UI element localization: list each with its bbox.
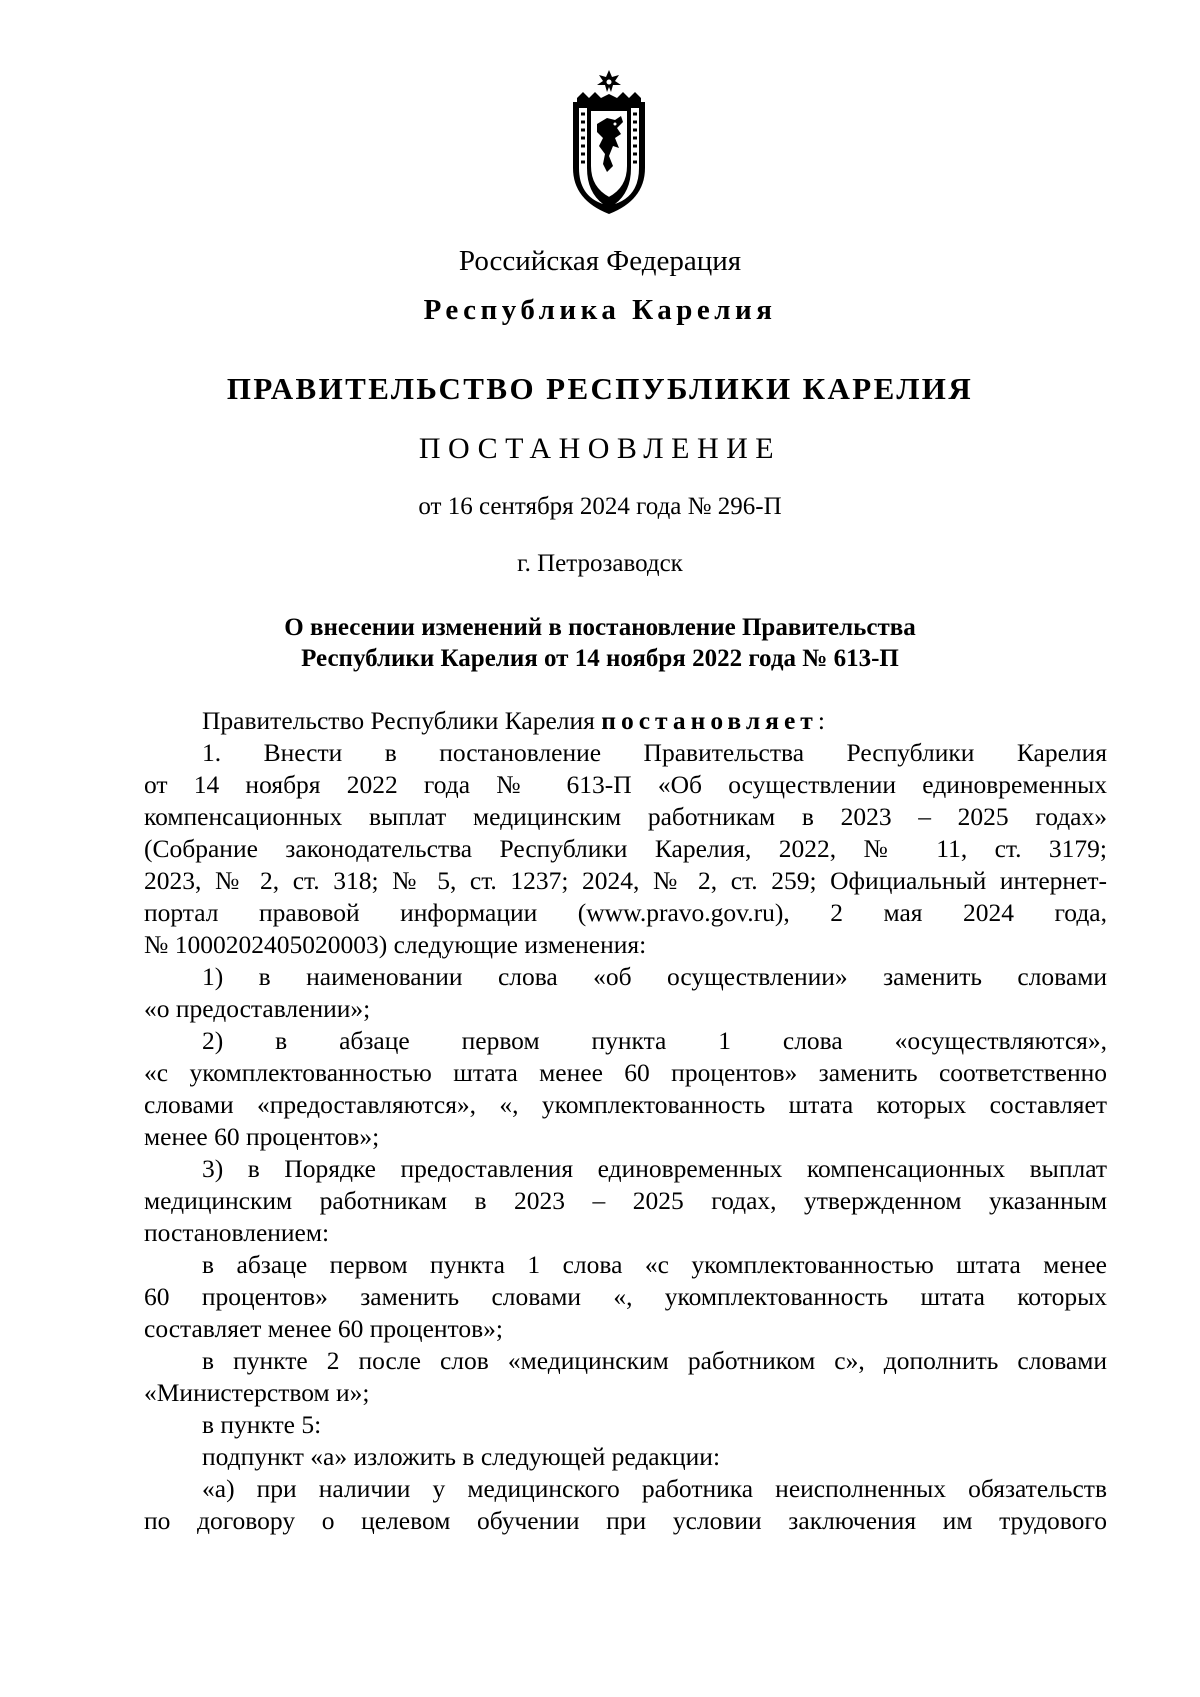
document-type: ПОСТАНОВЛЕНИЕ bbox=[418, 432, 782, 465]
document-date-number: от 16 сентября 2024 года № 296-П bbox=[418, 493, 782, 520]
body-line: 1) в наименовании слова «об осуществлении» заменить словами bbox=[202, 962, 1107, 991]
body-line: «с укомплектованностью штата менее 60 процентов» заменить соответственно bbox=[144, 1058, 1107, 1087]
intro-paragraph bbox=[144, 705, 1107, 737]
body-line: 2023, № 2, ст. 318; № 5, ст. 1237; 2024, № 2, ст. 259; Официальный интернет- bbox=[144, 866, 1107, 895]
document-title bbox=[0, 612, 1200, 674]
body-line: составляет менее 60 процентов»; bbox=[144, 1314, 503, 1343]
body-line: в абзаце первом пункта 1 слова «с укомплектованностью штата менее bbox=[202, 1250, 1107, 1279]
title-line: О внесении изменений в постановление Правительства bbox=[284, 614, 916, 641]
body-line: № 1000202405020003) следующие изменения: bbox=[144, 930, 647, 959]
body-line: (Собрание законодательства Республики Карелия, 2022, № 11, ст. 3179; bbox=[144, 834, 1107, 863]
body-line: 3) в Порядке предоставления единовременных компенсационных выплат bbox=[202, 1154, 1107, 1183]
body-line: 1. Внести в постановление Правительства Республики Карелия bbox=[202, 738, 1107, 767]
body-line: 60 процентов» заменить словами «, укомплектованность штата которых bbox=[144, 1282, 1107, 1311]
body-line: подпункт «а» изложить в следующей редакции: bbox=[202, 1442, 721, 1471]
intro-verb: постановляет bbox=[601, 706, 818, 735]
body-line: медицинским работникам в 2023 – 2025 годах, утвержденном указанным bbox=[144, 1186, 1107, 1215]
karelia-coat-of-arms-icon bbox=[563, 68, 655, 216]
body-line: в пункте 5: bbox=[202, 1410, 322, 1439]
body-line: в пункте 2 после слов «медицинским работником с», дополнить словами bbox=[202, 1346, 1107, 1375]
body-line: менее 60 процентов»; bbox=[144, 1122, 380, 1151]
body-line: портал правовой информации (www.pravo.gov.ru), 2 мая 2024 года, bbox=[144, 898, 1107, 927]
government-name: ПРАВИТЕЛЬСТВО РЕСПУБЛИКИ КАРЕЛИЯ bbox=[226, 371, 974, 406]
intro-suffix: : bbox=[817, 706, 825, 735]
body-line: словами «предоставляются», «, укомплектованность штата которых составляет bbox=[144, 1090, 1107, 1119]
republic-name: Республика Карелия bbox=[423, 294, 777, 326]
body-line: 2) в абзаце первом пункта 1 слова «осуществляются», bbox=[202, 1026, 1107, 1055]
body-line: от 14 ноября 2022 года № 613-П «Об осуществлении единовременных bbox=[144, 770, 1107, 799]
body-line: по договору о целевом обучении при условии заключения им трудового bbox=[144, 1506, 1107, 1535]
title-line: Республики Карелия от 14 ноября 2022 года № 613-П bbox=[301, 645, 899, 672]
body-line: компенсационных выплат медицинским работникам в 2023 – 2025 годах» bbox=[144, 802, 1107, 831]
intro-prefix: Правительство Республики Карелия bbox=[202, 706, 595, 735]
country-name: Российская Федерация bbox=[458, 245, 742, 277]
body-line: постановлением: bbox=[144, 1218, 330, 1247]
body-line: «а) при наличии у медицинского работника неисполненных обязательств bbox=[202, 1474, 1107, 1503]
document-body bbox=[144, 705, 1107, 1537]
document-city: г. Петрозаводск bbox=[517, 550, 683, 577]
body-line: «о предоставлении»; bbox=[144, 994, 371, 1023]
body-line: «Министерством и»; bbox=[144, 1378, 370, 1407]
